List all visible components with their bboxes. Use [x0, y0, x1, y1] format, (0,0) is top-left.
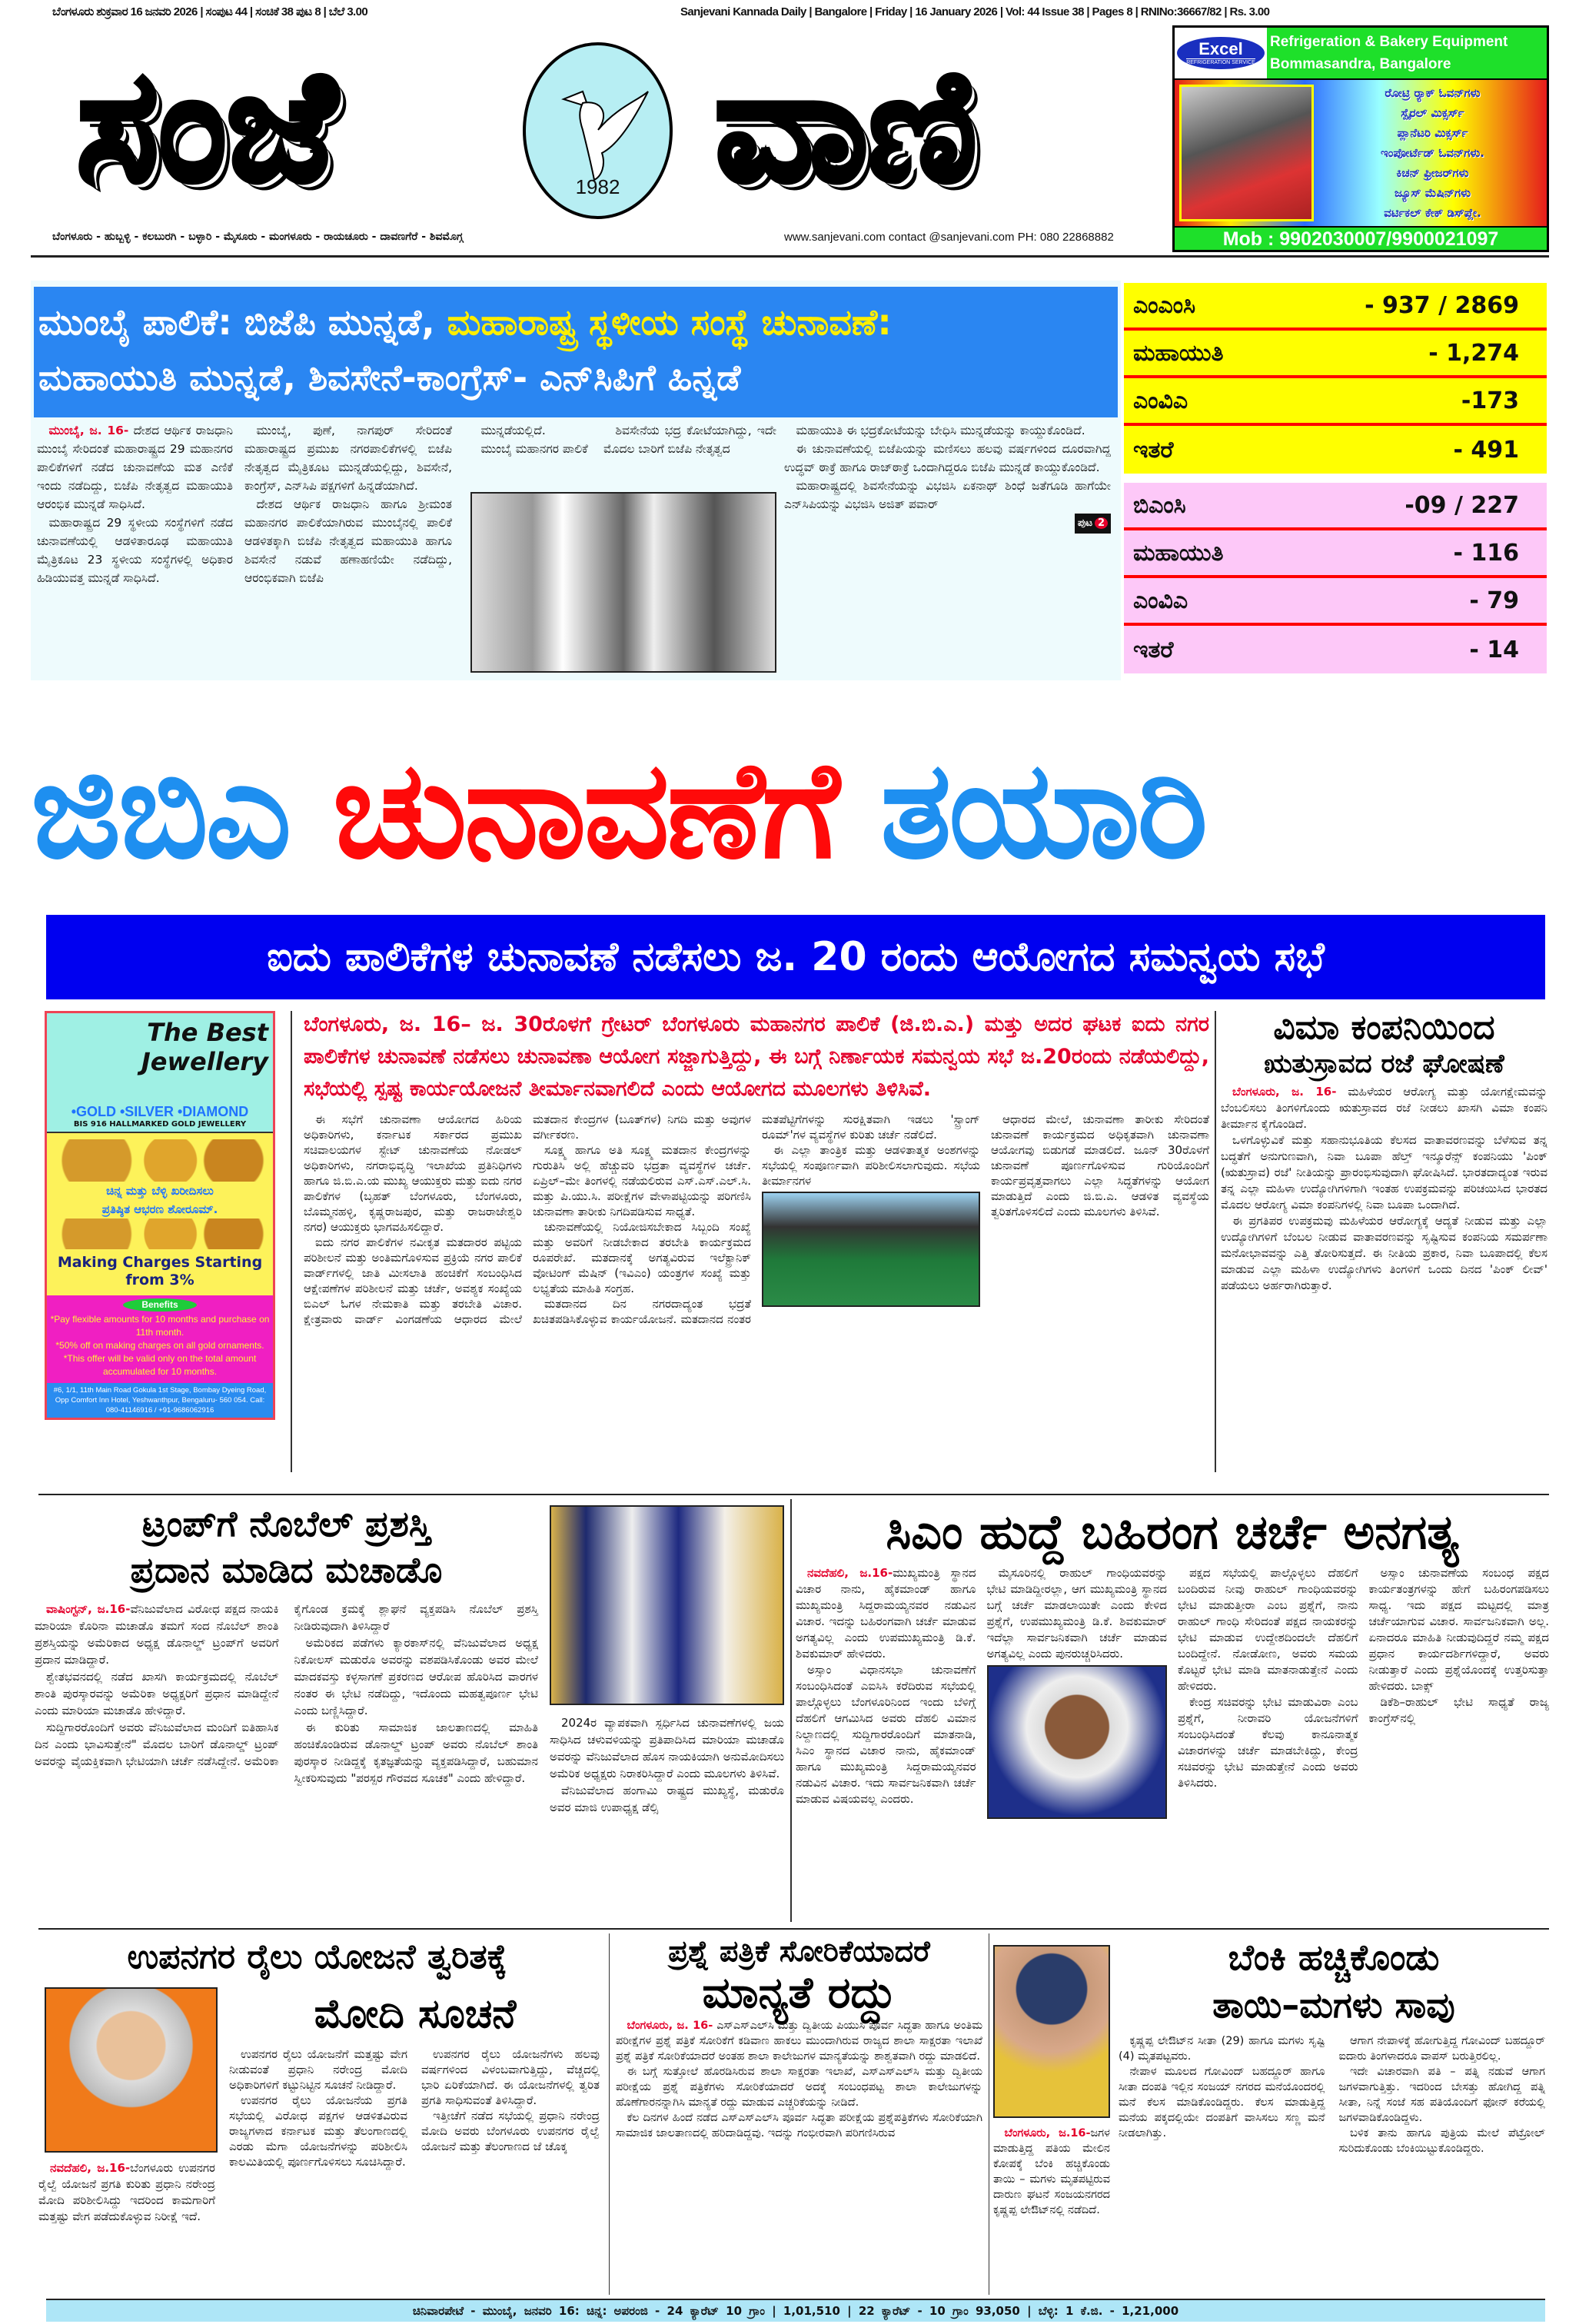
election-tally	[1124, 283, 1547, 673]
best-jewellery-ad[interactable]: The Best Jewellery •GOLD •SILVER •DIAMOND BIS 916 HALLMARKED GOLD JEWELLERY ಚಿನ್ನ ಮತ್ತು ಬೆಳ್ಳಿ ಖರೀದಿಸಲು ಪ್ರತಿಷ್ಠಿತ ಆಭರಣ ಶೋರೂಮ್. Making Charges Starting from 3% Benefits *Pay flexible amounts for 10 months and purchase on 11th month. *50% off on making charges on all gold ornaments. *This offer will be valid only on the total amount accumulated for 10 months. #6, 1/1, 11th Main Road Gokula 1st Stage, Bombay Dyeing Road, Opp Comfort Inn Hotel, Yeshwanthpur, Bengaluru- 560 054. Call: 080-41146916 / +91-9686062916	[45, 1011, 275, 1420]
editions-list: ಬೆಂಗಳೂರು - ಹುಬ್ಬಳ್ಳಿ - ಕಲಬುರಗಿ - ಬಳ್ಳಾರಿ - ಮೈಸೂರು - ಮಂಗಳೂರು - ರಾಯಚೂರು - ದಾವಣಗೆರೆ - ಶಿವಮೊಗ್ಗ	[52, 231, 464, 243]
bullion-rates-ticker: ಚಿನಿವಾರಪೇಟೆ - ಮುಂಬೈ, ಜನವರಿ 16: ಚಿನ್ನ: ಅಪರಂಜಿ - 24 ಕ್ಯಾರೆಟ್ 10 ಗ್ರಾಂ | 1,01,510 | 22 ಕ್ಯಾರೆಟ್ - 10 ಗ್ರಾಂ 93,050 | ಬೆಳ್ಳಿ: 1 ಕೆ.ಜಿ. - 1,21,000	[46, 2299, 1545, 2322]
top-story-col1: ಮುಂಬೈ, ಜ. 16- ದೇಶದ ಆರ್ಥಿಕ ರಾಜಧಾನಿ ಮುಂಬೈ ಸೇರಿದಂತೆ ಮಹಾರಾಷ್ಟ್ರದ 29 ಮಹಾನಗರ ಪಾಲಿಕೆಗಳಿಗೆ ನಡೆದ ಚುನಾವಣೆಯ ಮತ ಎಣಿಕೆ ಇಂದು ನಡೆದಿದ್ದು, ಬಿಜೆಪಿ ನೇತೃತ್ವದ ಮಹಾಯುತಿ ಆರಂಭಿಕ ಮುನ್ನಡೆ ಸಾಧಿಸಿದೆ. ಮಹಾರಾಷ್ಟ್ರದ 29 ಸ್ಥಳೀಯ ಸಂಸ್ಥೆಗಳಿಗೆ ನಡೆದ ಚುನಾವಣೆಯಲ್ಲಿ ಆಡಳಿತಾರೂಢ ಮಹಾಯುತಿ ಮೈತ್ರಿಕೂಟ 23 ಸ್ಥಳೀಯ ಸಂಸ್ಥೆಗಳಲ್ಲಿ ಅಧಿಕಾರ ಹಿಡಿಯುವತ್ತ ಮುನ್ನಡೆ ಸಾಧಿಸಿದೆ.	[37, 424, 233, 585]
main-headline[interactable]: ಜಿಬಿಎ ಚುನಾವಣೆಗೆ ತಯಾರಿ	[31, 733, 1205, 889]
menstrual-leave-story: ವಿಮಾ ಕಂಪನಿಯಿಂದ ಋತುಸ್ರಾವದ ರಜೆ ಘೋಷಣೆ ಬೆಂಗಳೂರು, ಜ. 16- ಮಹಿಳೆಯರ ಆರೋಗ್ಯ ಮತ್ತು ಯೋಗಕ್ಷೇಮವನ್ನು ಬೆಂಬಲಿಸಲು ತಿಂಗಳಿಗೊಂದು ಋತುಸ್ರಾವದ ರಜೆ ನೀಡಲು ಖಾಸಗಿ ವಿಮಾ ಕಂಪನಿ ತೀರ್ಮಾನ ಕೈಗೊಂಡಿದೆ. ಒಳಗೊಳ್ಳುವಿಕೆ ಮತ್ತು ಸಹಾನುಭೂತಿಯ ಕೆಲಸದ ವಾತಾವರಣವನ್ನು ಬೆಳೆಸುವ ತನ್ನ ಬದ್ಧತೆಗೆ ಅನುಗುಣವಾಗಿ, ನಿವಾ ಬೂಪಾ ಹೆಲ್ತ್ ಇನ್ಶೂರೆನ್ಸ್ ಕಂಪನಿಯು 'ಪಿಂಕ್ (ಋತುಸ್ರಾವ) ರಜೆ' ನೀತಿಯನ್ನು ಪ್ರಾರಂಭಿಸುವುದಾಗಿ ಘೋಷಿಸಿದೆ. ಭಾರತದಾದ್ಯಂತ ಇರುವ ತನ್ನ ಎಲ್ಲಾ ಮಹಿಳಾ ಉದ್ಯೋಗಿಗಳಿಗಾಗಿ ಇಂತಹ ಉಪಕ್ರಮವನ್ನು ಪರಿಚಯಿಸಿದ ಭಾರತದ ಮೊದಲ ಆರೋಗ್ಯ ವಿಮಾ ಕಂಪನಿಗಳಲ್ಲಿ ನಿವಾ ಬೂಪಾ ಒಂದಾಗಿದೆ. ಈ ಪ್ರಗತಿಪರ ಉಪಕ್ರಮವು ಮಹಿಳೆಯರ ಆರೋಗ್ಯಕ್ಕೆ ಆದ್ಯತೆ ನೀಡುವ ಮತ್ತು ಎಲ್ಲಾ ಉದ್ಯೋಗಿಗಳಿಗೆ ಬೆಂಬಲ ನೀಡುವ ವಾತಾವರಣವನ್ನು ಸೃಷ್ಟಿಸುವ ಕಂಪನಿಯ ಸಮರ್ಪಣಾ ಮನೋಭಾವವನ್ನು ಎತ್ತಿ ತೋರಿಸುತ್ತದೆ. ಈ ನೀತಿಯ ಪ್ರಕಾರ, ನಿವಾ ಬೂಪಾದಲ್ಲಿ ಕೆಲಸ ಮಾಡುವ ಎಲ್ಲಾ ಮಹಿಳಾ ಉದ್ಯೋಗಿಗಳು ತಿಂಗಳಿಗೆ ಒಂದು ದಿನದ 'ಪಿಂಕ್ ಲೀವ್' ಪಡೆಯಲು ಅರ್ಹರಾಗಿರುತ್ತಾರೆ.	[1221, 1008, 1547, 1292]
lead-body: ಈ ಸಭೆಗೆ ಚುನಾವಣಾ ಆಯೋಗದ ಹಿರಿಯ ಅಧಿಕಾರಿಗಳು, ಕರ್ನಾಟಕ ಸರ್ಕಾರದ ಪ್ರಮುಖ ಸಚಿವಾಲಯಗಳ ಸ್ಟೇಟ್ ಚುನಾವಣೆಯ ನೋಡಲ್ ಅಧಿಕಾರಿಗಳು, ನಗರಾಭಿವೃದ್ಧಿ ಇಲಾಖೆಯ ಪ್ರತಿನಿಧಿಗಳು ಹಾಗೂ ಜಿ.ಬಿ.ಎ.ಯ ಮುಖ್ಯ ಆಯುಕ್ತರು ಮತ್ತು ಐದು ನಗರ ಪಾಲಿಕೆಗಳ (ಬೃಹತ್ ಬೆಂಗಳೂರು, ಬೆಂಗಳೂರು, ಬೊಮ್ಮನಹಳ್ಳಿ, ಕೃಷ್ಣರಾಜಪುರ, ಮತ್ತು ರಾಜರಾಜೇಶ್ವರಿ ನಗರ) ಆಯುಕ್ತರು ಭಾಗವಹಿಸಲಿದ್ದಾರೆ. ಐದು ನಗರ ಪಾಲಿಕೆಗಳ ನವೀಕೃತ ಮತದಾರರ ಪಟ್ಟಿಯ ಪರಿಶೀಲನೆ ಮತ್ತು ಅಂತಿಮಗೊಳಿಸುವ ಪ್ರಕ್ರಿಯೆ ನಗರ ಪಾಲಿಕೆ ವಾರ್ಡ್‌ಗಳಲ್ಲಿ ಜಾತಿ ಮೀಸಲಾತಿ ಹಂಚಿಕೆಗೆ ಸಂಬಂಧಿಸಿದ ಆಕ್ಷೇಪಣೆಗಳ ಪರಿಶೀಲನೆ ಮತ್ತು ಚರ್ಚೆ, ಅವಶ್ಯಕ ಸಂಖ್ಯೆಯ ಬಿಎಲ್ ಓಗಳ ನೇಮಕಾತಿ ಮತ್ತು ತರಬೇತಿ ವಿಚಾರ. ಕ್ಷೇತ್ರವಾರು ವಾರ್ಡ್ ವಿಂಗಡಣೆಯ ಆಧಾರದ ಮೇಲೆ ಮತದಾನ ಕೇಂದ್ರಗಳ (ಬೂತ್‌ಗಳ) ನಿಗದಿ ಮತ್ತು ಅವುಗಳ ವರ್ಗೀಕರಣ. ಸೂಕ್ಷ್ಮ ಹಾಗೂ ಅತಿ ಸೂಕ್ಷ್ಮ ಮತದಾನ ಕೇಂದ್ರಗಳನ್ನು ಗುರುತಿಸಿ ಅಲ್ಲಿ ಹೆಚ್ಚುವರಿ ಭದ್ರತಾ ವ್ಯವಸ್ಥೆಗಳ ಚರ್ಚೆ. ಏಪ್ರಿಲ್–ಮೇ ತಿಂಗಳಲ್ಲಿ ನಡೆಯಲಿರುವ ಎಸ್.ಎಸ್.ಎಲ್.ಸಿ. ಮತ್ತು ಪಿ.ಯು.ಸಿ. ಪರೀಕ್ಷೆಗಳ ವೇಳಾಪಟ್ಟಿಯನ್ನು ಪರಿಗಣಿಸಿ ಚುನಾವಣಾ ತಾರೀಕು ನಿಗದಿಪಡಿಸುವ ಸಾಧ್ಯತೆ. ಚುನಾವಣೆಯಲ್ಲಿ ನಿಯೋಜಿಸಬೇಕಾದ ಸಿಬ್ಬಂದಿ ಸಂಖ್ಯೆ ಮತ್ತು ಅವರಿಗೆ ನೀಡಬೇಕಾದ ತರಬೇತಿ ಕಾರ್ಯಕ್ರಮದ ರೂಪರೇಖೆ. ಮತದಾನಕ್ಕೆ ಅಗತ್ಯವಿರುವ ಇಲೆಕ್ಟ್ರಾನಿಕ್ ವೋಟಿಂಗ್ ಮೆಷಿನ್ (ಇವಿಎಂ) ಯಂತ್ರಗಳ ಸಂಖ್ಯೆ ಮತ್ತು ಲಭ್ಯತೆಯ ಮಾಹಿತಿ ಸಂಗ್ರಹ. ಮತದಾನದ ದಿನ ನಗರದಾದ್ಯಂತ ಭದ್ರತೆ ಖಚಿತಪಡಿಸಿಕೊಳ್ಳುವ ಕಾರ್ಯಯೋಜನೆ. ಮತದಾನದ ನಂತರ ಮತಪೆಟ್ಟಿಗೆಗಳನ್ನು ಸುರಕ್ಷಿತವಾಗಿ ಇಡಲು 'ಸ್ಟ್ರಾಂಗ್ ರೂಮ್'ಗಳ ವ್ಯವಸ್ಥೆಗಳ ಕುರಿತು ಚರ್ಚೆ ನಡೆಲಿದೆ. ಈ ಎಲ್ಲಾ ತಾಂತ್ರಿಕ ಮತ್ತು ಆಡಳಿತಾತ್ಮಕ ಅಂಶಗಳನ್ನು ಸಭೆಯಲ್ಲಿ ಸಂಪೂರ್ಣವಾಗಿ ಪರಿಶೀಲಿಸಲಾಗುವುದು. ಸಭೆಯ ತೀರ್ಮಾನಗಳ ಆಧಾರದ ಮೇಲೆ, ಚುನಾವಣಾ ತಾರೀಕು ಸೇರಿದಂತೆ ಚುನಾವಣೆ ಕಾರ್ಯಕ್ರಮದ ಅಧಿಕೃತವಾಗಿ ಚುನಾವಣಾ ಆಯೋಗವು ಬಿಡುಗಡೆ ಮಾಡಲಿದೆ. ಜೂನ್ 30ರೊಳಗೆ ಚುನಾವಣೆ ಪೂರ್ಣಗೊಳಿಸುವ ಗುರಿಯೊಂದಿಗೆ ಕಾರ್ಯಪ್ರವೃತ್ತವಾಗಲು ಎಲ್ಲಾ ಸಿದ್ಧತೆಗಳನ್ನು ಆಯೋಗ ಮಾಡುತ್ತಿದೆ ಎಂದು ಜಿ.ಬಿ.ಎ. ಆಡಳಿತ ವ್ಯವಸ್ಥೆಯ ತ್ವರಿತಗೊಳಿಸಲಿದೆ ಎಂದು ಮೂಲಗಳು ತಿಳಿಸಿವೆ.	[304, 1112, 1209, 1326]
column-divider	[790, 1499, 792, 1922]
modi-photo	[45, 1987, 218, 2153]
main-subheadline: ಐದು ಪಾಲಿಕೆಗಳ ಚುನಾವಣೆ ನಡೆಸಲು ಜ. 20 ರಂದು ಆಯೋಗದ ಸಮನ್ವಯ ಸಭೆ	[46, 915, 1545, 999]
tally-row: ಇತರೆ - 491	[1124, 426, 1547, 474]
exam-leak-story: ಪ್ರಶ್ನೆ ಪತ್ರಿಕೆ ಸೋರಿಕೆಯಾದರೆ ಮಾನ್ಯತೆ ರದ್ದು ಬೆಂಗಳೂರು, ಜ. 16- ಎಸ್‌ಎಸ್‌ಎಲ್‌ಸಿ ಮತ್ತು ದ್ವಿತೀಯ ಪಿಯುಸಿ ಪೂರ್ವ ಸಿದ್ಧತಾ ಹಾಗೂ ಅಂತಿಮ ಪರೀಕ್ಷೆಗಳ ಪ್ರಶ್ನೆ ಪತ್ರಿಕೆ ಸೋರಿಕೆಗೆ ಕಡಿವಾಣ ಹಾಕಲು ಮುಂದಾಗಿರುವ ರಾಜ್ಯದ ಶಾಲಾ ಸಾಕ್ಷರತಾ ಇಲಾಖೆ ಪ್ರಶ್ನೆ ಪತ್ರಿಕೆ ಸೋರಿಕೆಯಾದರೆ ಅಂತಹ ಶಾಲಾ ಕಾಲೇಜುಗಳ ಮಾನ್ಯತೆಯನ್ನು ಶಾಶ್ವತವಾಗಿ ರದ್ದು ಮಾಡಲಿದೆ. ಈ ಬಗ್ಗೆ ಸುತ್ತೋಲೆ ಹೊರಡಿಸಿರುವ ಶಾಲಾ ಸಾಕ್ಷರತಾ ಇಲಾಖೆ, ಎಸ್‌ಎಸ್‌ಎಲ್‌ಸಿ ಮತ್ತು ದ್ವಿತೀಯ ಪರೀಕ್ಷೆಯ ಪ್ರಶ್ನೆ ಪತ್ರಿಕೆಗಳು ಸೋರಿಕೆಯಾದರೆ ಅದಕ್ಕೆ ಸಂಬಂಧಪಟ್ಟ ಶಾಲಾ ಕಾಲೇಜುಗಳನ್ನು ಹೊಣೆಗಾರನನ್ನಾಗಿಸಿ ಮಾನ್ಯತೆ ರದ್ದು ಮಾಡುವ ಎಚ್ಚರಿಕೆಯನ್ನು ನೀಡಿದೆ. ಕೆಲ ದಿನಗಳ ಹಿಂದೆ ನಡೆದ ಎಸ್‌ಎಸ್‌ಎಲ್‌ಸಿ ಪೂರ್ವ ಸಿದ್ಧತಾ ಪರೀಕ್ಷೆಯ ಪ್ರಶ್ನೆಪತ್ರಿಕೆಗಳು ಸೋರಿಕೆಯಾಗಿ ಸಾಮಾಜಿಕ ಜಾಲತಾಣದಲ್ಲಿ ಹರಿದಾಡಿದ್ದವು. ಇದನ್ನು ಗಂಭೀರವಾಗಿ ಪರಿಗಣಿಸಿರುವ	[609, 1933, 989, 2295]
fire-body: ಕೃಷ್ಣಪ್ಪ ಲೇಔಟ್‌ನ ಸೀತಾ (29) ಹಾಗೂ ಮಗಳು ಸೃಷ್ಟಿ (4) ಮೃತಪಟ್ಟವರು. ನೇಪಾಳ ಮೂಲದ ಗೋವಿಂದ್ ಬಹದ್ದೂರ್ ಹಾಗೂ ಸೀತಾ ದಂಪತಿ ಇಲ್ಲಿನ ಸಂಜಯ್ ನಗರದ ಮನೆಯೊಂದರಲ್ಲಿ ಮನೆ ಕೆಲಸ ಮಾಡಿಕೊಂಡಿದ್ದರು. ಕೆಲಸ ಮಾಡುತ್ತಿದ್ದ ಮನೆಯ ಪಕ್ಕದಲ್ಲಿಯೇ ದಂಪತಿಗೆ ವಾಸಿಸಲು ಸಣ್ಣ ಮನೆ ನೀಡಲಾಗಿತ್ತು. ಆಗಾಗ ನೇಪಾಳಕ್ಕೆ ಹೋಗುತ್ತಿದ್ದ ಗೋವಿಂದ್ ಬಹದ್ದೂರ್ ಐದಾರು ತಿಂಗಳಾದರೂ ವಾಪಸ್ ಬರುತ್ತಿರಲಿಲ್ಲ. ಇದೇ ವಿಚಾರವಾಗಿ ಪತಿ – ಪತ್ನಿ ನಡುವೆ ಆಗಾಗ ಜಗಳವಾಗುತ್ತಿತ್ತು. ಇದರಿಂದ ಬೇಸತ್ತು ಹೋಗಿದ್ದ ಪತ್ನಿ ಸೀತಾ, ನಿನ್ನೆ ಸಂಜೆ ಸಹ ಪತಿಯೊಂದಿಗೆ ಫೋನ್ ಕರೆಯಲ್ಲಿ ಜಗಳವಾಡಿಕೊಂಡಿದ್ದಳು. ಬಳಿಕ ತಾನು ಹಾಗೂ ಪುತ್ರಿಯ ಮೇಲೆ ಪೆಟ್ರೋಲ್ ಸುರಿದುಕೊಂಡು ಬೆಂಕಿಯಿಟ್ಟುಕೊಂಡಿದ್ದರು.	[1119, 2035, 1545, 2155]
column-divider	[291, 1011, 292, 1472]
logo-text-right: ವಾಣಿ	[715, 37, 977, 216]
column-divider	[1215, 1011, 1216, 1472]
maharashtra-leaders-photo	[470, 492, 776, 673]
top-story-col3b: ಶಿವಸೇನೆಯ ಭದ್ರ ಕೋಟೆಯಾಗಿದ್ದು, ಇದೇ ಮೊದಲ ಬಾರಿಗೆ ಬಿಜೆಪಿ ನೇತೃತ್ವದ	[603, 424, 776, 456]
contact-line: www.sanjevani.com contact @sanjevani.com PH: 080 22868882	[784, 231, 1114, 244]
ad-product-list: ರೋಟ್ರಿ ರ್‍ಯಾಕ್ ಓವನ್‌ಗಳು ಸ್ಪೈರಲ್ ಮಿಕ್ಸರ್ಸ್ ಪ್ಲಾನೆಟರಿ ಮಿಕ್ಸರ್ಸ್ ಇಂಪೋರ್ಟೆಡ್ ಓವನ್‌ಗಳು. ಕಿಚನ್ ಫ್ರೀಜರ್‌ಗಳು ಜ್ಯೂಸ್ ಮೆಷಿನ್‌ಗಳು ವರ್ಟಿಕಲ್ ಕೇಕ್ ಡಿಸ್‌ಪ್ಲೇ.	[1381, 86, 1484, 220]
dove-emblem-icon	[523, 42, 673, 219]
fire-victim-photo	[993, 1945, 1110, 2118]
continued-page-badge[interactable]: ಪುಟ 2	[1075, 514, 1111, 534]
rail-headline-2: ಮೋದಿ ಸೂಚನೆ	[314, 1991, 517, 2037]
tally-row: ಎಂವಿಎ -173	[1124, 378, 1547, 426]
tally-row: ಎಂಎಂಸಿ - 937 / 2869	[1124, 283, 1547, 331]
section-divider	[38, 1928, 1549, 1930]
logo-text-left: ಸಂಜೆ	[77, 37, 337, 216]
excel-refrigeration-ad[interactable]	[1172, 25, 1549, 252]
rail-body: ಉಪನಗರ ರೈಲು ಯೋಜನೆಗೆ ಮತ್ತಷ್ಟು ವೇಗ ನೀಡುವಂತೆ ಪ್ರಧಾನಿ ನರೇಂದ್ರ ಮೋದಿ ಅಧಿಕಾರಿಗಳಿಗೆ ಕಟ್ಟುನಿಟ್ಟಿನ ಸೂಚನೆ ನೀಡಿದ್ದಾರೆ. ಉಪನಗರ ರೈಲು ಯೋಜನೆಯ ಪ್ರಗತಿ ಸಭೆಯಲ್ಲಿ ವಿರೋಧ ಪಕ್ಷಗಳ ಆಡಳಿತವಿರುವ ರಾಜ್ಯಗಳಾದ ಕರ್ನಾಟಕ ಮತ್ತು ತೆಲಂಗಾಣದಲ್ಲಿ ಎರಡು ಮೆಗಾ ಯೋಜನೆಗಳನ್ನು ಪರಿಶೀಲಿಸಿ ಕಾಲಮಿತಿಯಲ್ಲಿ ಪೂರ್ಣಗೊಳಿಸಲು ಸೂಚಿಸಿದ್ದಾರೆ. ಉಪನಗರ ರೈಲು ಯೋಜನೆಗಳು ಹಲವು ವರ್ಷಗಳಿಂದ ವಿಳಂಬವಾಗುತ್ತಿದ್ದು, ವೆಚ್ಚದಲ್ಲಿ ಭಾರಿ ಏರಿಕೆಯಾಗಿದೆ. ಈ ಯೋಜನೆಗಳಲ್ಲಿ ತ್ವರಿತ ಪ್ರಗತಿ ಸಾಧಿಸುವಂತೆ ತಿಳಿಸಿದ್ದಾರೆ. ಇತ್ತೀಚೆಗೆ ನಡೆದ ಸಭೆಯಲ್ಲಿ ಪ್ರಧಾನಿ ನರೇಂದ್ರ ಮೋದಿ ಅವರು ಬೆಂಗಳೂರು ಉಪನಗರ ರೈಲ್ವೆ ಯೋಜನೆ ಮತ್ತು ತೆಲಂಗಾಣದ ಜೆ ಚೊಕ್ಕ	[229, 2047, 600, 2169]
jewellery-image	[55, 1139, 265, 1182]
tally-row: ಮಹಾಯುತಿ - 1,274	[1124, 331, 1547, 378]
top-story-headline[interactable]: ಮುಂಬೈ ಪಾಲಿಕೆ: ಬಿಜೆಪಿ ಮುನ್ನಡೆ, ಮಹಾರಾಷ್ಟ್ರ ಸ್ಥಳೀಯ ಸಂಸ್ಥೆ ಚುನಾವಣೆ: ಮಹಾಯುತಿ ಮುನ್ನಡೆ, ಶಿವಸೇನೆ-ಕಾಂಗ್ರೆಸ್- ಎನ್‌ಸಿಪಿಗೆ ಹಿನ್ನಡೆ	[34, 287, 1118, 417]
tally-row: ಮಹಾಯುತಿ - 116	[1124, 530, 1547, 578]
juice-machine-image	[1179, 85, 1314, 221]
excel-brand-sub: REFRIGERATION SERVICE	[1186, 60, 1255, 65]
founded-year: 1982	[575, 175, 620, 198]
tally-row: ಇತರೆ - 14	[1124, 626, 1547, 673]
section-divider	[38, 1494, 1549, 1495]
lead-story	[304, 1009, 1209, 1327]
top-story-col3a: ಮುನ್ನಡೆಯಲ್ಲಿದೆ. ಮುಂಬೈ ಮಹಾನಗರ ಪಾಲಿಕೆ	[480, 424, 588, 456]
trump-nobel-story: ಟ್ರಂಪ್‌ಗೆ ನೊಬೆಲ್ ಪ್ರಶಸ್ತಿ ಪ್ರದಾನ ಮಾಡಿದ ಮಚಾಡೊ ವಾಷಿಂಗ್ಟನ್, ಜ.16-ವೆನಿಜುವೆಲಾದ ವಿರೋಧ ಪಕ್ಷದ ನಾಯಕಿ ಮಾರಿಯಾ ಕೊರಿನಾ ಮಚಾಡೊ ತಮಗೆ ಸಂದ ನೊಬೆಲ್ ಶಾಂತಿ ಪ್ರಶಸ್ತಿಯನ್ನು ಅಮೆರಿಕಾದ ಅಧ್ಯಕ್ಷ ಡೊನಾಲ್ಡ್ ಟ್ರಂಪ್‌ಗೆ ಅವರಿಗೆ ಪ್ರದಾನ ಮಾಡಿದ್ದಾರೆ. ಶ್ವೇತಭವನದಲ್ಲಿ ನಡೆದ ಖಾಸಗಿ ಕಾರ್ಯಕ್ರಮದಲ್ಲಿ ನೊಬೆಲ್ ಶಾಂತಿ ಪುರಸ್ಕಾರವನ್ನು ಅಮೆರಿಕಾ ಅಧ್ಯಕ್ಷರಿಗೆ ಪ್ರಧಾನ ಮಾಡಿದ್ದೇನೆ ಎಂದು ಮಾರಿಯಾ ಮಚಾಡೊ ಹೇಳಿದ್ದಾರೆ. ಸುದ್ದಿಗಾರರೊಂದಿಗೆ ಅವರು ವೆನಿಜುವೆಲಾದ ಮಂದಿಗೆ ಐತಿಹಾಸಿಕ ದಿನ ಎಂದು ಭಾವಿಸುತ್ತೇನೆ" ಮೊದಲ ಬಾರಿಗೆ ಡೊನಾಲ್ಡ್ ಟ್ರಂಪ್ ಅವರನ್ನು ವೈಯಕ್ತಿಕವಾಗಿ ಭೇಟಿಯಾಗಿ ಚರ್ಚೆ ನಡೆಸಿದ್ದೇನೆ. ಅಮೆರಿಕಾ ಕೈಗೊಂಡ ಕ್ರಮಕ್ಕೆ ಶ್ಲಾಘನೆ ವ್ಯಕ್ತಪಡಿಸಿ ನೊಬೆಲ್ ಪ್ರಶಸ್ತಿ ನೀಡಿರುವುದಾಗಿ ತಿಳಿಸಿದ್ದಾರೆ ಅಮೆರಿಕದ ಪಡೆಗಳು ಕ್ಯಾರಕಾಸ್‌ನಲ್ಲಿ ವೆನಿಜುವೆಲಾದ ಅಧ್ಯಕ್ಷ ನಿಕೋಲಸ್ ಮಡುರೊ ಅವರನ್ನು ವಶಪಡಿಸಿಕೊಂಡು ಅವರ ಮೇಲೆ ಮಾದಕವಸ್ತು ಕಳ್ಳಸಾಗಣೆ ಪ್ರಕರಣದ ಆರೋಪ ಹೊರಿಸಿದ ವಾರಗಳ ನಂತರ ಈ ಭೇಟಿ ನಡೆದಿದ್ದು, ಇದೊಂದು ಮಹತ್ವಪೂರ್ಣ ಭೇಟಿ ಎಂದು ಬಣ್ಣಿಸಿದ್ದಾರೆ. ಈ ಕುರಿತು ಸಾಮಾಜಿಕ ಜಾಲತಾಣದಲ್ಲಿ ಮಾಹಿತಿ ಹಂಚಿಕೊಂಡಿರುವ ಡೊನಾಲ್ಡ್ ಟ್ರಂಪ್ ಅವರು ನೊಬೆಲ್ ಶಾಂತಿ ಪುರಸ್ಕಾರ ನೀಡಿದ್ದಕ್ಕೆ ಕೃತಜ್ಞತೆಯನ್ನು ವ್ಯಕ್ತಪಡಿಸಿದ್ದಾರೆ, ಬಹುಮಾನ ಸ್ವೀಕರಿಸುವುದು "ಪರಸ್ಪರ ಗೌರವದ ಸೂಚಕ" ಎಂದು ಹೇಳಿದ್ದಾರೆ.	[35, 1503, 538, 1785]
top-story-col4: ಮಹಾಯುತಿ ಈ ಭದ್ರಕೋಟೆಯನ್ನು ಬೇಧಿಸಿ ಮುನ್ನಡೆಯನ್ನು ಕಾಯ್ದುಕೊಂಡಿದೆ. ಈ ಚುನಾವಣೆಯಲ್ಲಿ ಬಿಜೆಪಿಯನ್ನು ಮಣಿಸಲು ಹಲವು ವರ್ಷಗಳಿಂದ ದೂರವಾಗಿದ್ದ ಉದ್ಧವ್ ಠಾಕ್ರೆ ಹಾಗೂ ರಾಜ್‌ಠಾಕ್ರೆ ಒಂದಾಗಿದ್ದರೂ ಬಿಜೆಪಿ ಮುನ್ನಡೆ ಕಾಯ್ದುಕೊಂಡಿದೆ. ಮಹಾರಾಷ್ಟ್ರದಲ್ಲಿ ಶಿವಸೇನೆಯನ್ನು ವಿಭಜಿಸಿ ಏಕನಾಥ್ ಶಿಂಧೆ ಜತೆಗೂಡಿ ಹಾಗೆಯೇ ಎನ್‌ಸಿಪಿಯನ್ನು ವಿಭಜಿಸಿ ಅಜಿತ್ ಪವಾರ್ ಪುಟ 2	[784, 421, 1111, 534]
english-dateline: Sanjevani Kannada Daily | Bangalore | Friday | 16 January 2026 | Vol: 44 Issue 38 | Pages 8 | RNINo:36667/82 | Rs. 3.00	[680, 5, 1270, 18]
excel-logo	[1175, 28, 1267, 78]
cm-post-story: ಸಿಎಂ ಹುದ್ದೆ ಬಹಿರಂಗ ಚರ್ಚೆ ಅನಗತ್ಯ ನವದೆಹಲಿ, ಜ.16-ಮುಖ್ಯಮಂತ್ರಿ ಸ್ಥಾನದ ವಿಚಾರ ನಾನು, ಹೈಕಮಾಂಡ್ ಹಾಗೂ ಮುಖ್ಯಮಂತ್ರಿ ಸಿದ್ದರಾಮಯ್ಯನವರ ನಡುವಿನ ವಿಚಾರ. ಇದನ್ನು ಬಹಿರಂಗವಾಗಿ ಚರ್ಚೆ ಮಾಡುವ ಅಗತ್ಯವಿಲ್ಲ ಎಂದು ಉಪಮುಖ್ಯಮಂತ್ರಿ ಡಿ.ಕೆ. ಶಿವಕುಮಾರ್ ಹೇಳಿದರು. ಅಸ್ಸಾಂ ವಿಧಾನಸಭಾ ಚುನಾವಣೆಗೆ ಸಂಬಂಧಿಸಿದಂತೆ ಎಐಸಿಸಿ ಕರೆದಿರುವ ಸಭೆಯಲ್ಲಿ ಪಾಲ್ಗೊಳ್ಳಲು ಬೆಂಗಳೂರಿನಿಂದ ಇಂದು ಬೆಳಿಗ್ಗೆ ದೆಹಲಿಗೆ ಆಗಮಿಸಿದ ಅವರು ದೆಹಲಿ ವಿಮಾನ ನಿಲ್ದಾಣದಲ್ಲಿ ಸುದ್ದಿಗಾರರೊಂದಿಗೆ ಮಾತನಾಡಿ, ಸಿಎಂ ಸ್ಥಾನದ ವಿಚಾರ ನಾನು, ಹೈಕಮಾಂಡ್ ಹಾಗೂ ಮುಖ್ಯಮಂತ್ರಿ ಸಿದ್ದರಾಮಯ್ಯನವರ ನಡುವಿನ ವಿಚಾರ. ಇದು ಸಾರ್ವಜನಿಕವಾಗಿ ಚರ್ಚೆ ಮಾಡುವ ವಿಷಯವಲ್ಲ ಎಂದರು. ಮೈಸೂರಿನಲ್ಲಿ ರಾಹುಲ್ ಗಾಂಧಿಯವರನ್ನು ಭೇಟಿ ಮಾಡಿದ್ದೀರಲ್ಲಾ, ಆಗ ಮುಖ್ಯಮಂತ್ರಿ ಸ್ಥಾನದ ಬಗ್ಗೆ ಚರ್ಚೆ ಮಾಡಲಾಯಿತೇ ಎಂದು ಕೇಳಿದ ಪ್ರಶ್ನೆಗೆ, ಉಪಮುಖ್ಯಮಂತ್ರಿ ಡಿ.ಕೆ. ಶಿವಕುಮಾರ್ ಇದೆಲ್ಲಾ ಸಾರ್ವಜನಿಕವಾಗಿ ಚರ್ಚೆ ಮಾಡುವ ಅಗತ್ಯವಿಲ್ಲ ಎಂದು ಪುನರುಚ್ಚರಿಸಿದರು. ಪಕ್ಷದ ಸಭೆಯಲ್ಲಿ ಪಾಲ್ಗೊಳ್ಳಲು ದೆಹಲಿಗೆ ಬಂದಿರುವ ನೀವು ರಾಹುಲ್ ಗಾಂಧಿಯವರನ್ನು ಭೇಟಿ ಮಾಡುತ್ತೀರಾ ಎಂಬ ಪ್ರಶ್ನೆಗೆ, ನಾನು ರಾಹುಲ್ ಗಾಂಧಿ ಸೇರಿದಂತೆ ಪಕ್ಷದ ನಾಯಕರನ್ನು ಭೇಟಿ ಮಾಡುವ ಉದ್ದೇಶದಿಂದಲೇ ದೆಹಲಿಗೆ ಬಂದಿದ್ದೇನೆ. ನೋಡೋಣ, ಅವರು ಸಮಯ ಕೊಟ್ಟರೆ ಭೇಟಿ ಮಾಡಿ ಮಾತನಾಡುತ್ತೇನೆ ಎಂದು ಹೇಳಿದರು. ಕೇಂದ್ರ ಸಚಿವರನ್ನು ಭೇಟಿ ಮಾಡುವಿರಾ ಎಂಬ ಪ್ರಶ್ನೆಗೆ, ನೀರಾವರಿ ಯೋಜನೆಗಳಿಗೆ ಸಂಬಂಧಿಸಿದಂತೆ ಕೆಲವು ಕಾನೂನಾತ್ಮಕ ವಿಚಾರಗಳನ್ನು ಚರ್ಚೆ ಮಾಡಬೇಕಿದ್ದು, ಕೇಂದ್ರ ಸಚಿವರನ್ನು ಭೇಟಿ ಮಾಡುತ್ತೇನೆ ಎಂದು ಅವರು ತಿಳಿಸಿದರು. ಅಸ್ಸಾಂ ಚುನಾವಣೆಯ ಸಂಬಂಧ ಪಕ್ಷದ ಕಾರ್ಯತಂತ್ರಗಳನ್ನು ಹೇಗೆ ಬಹಿರಂಗಪಡಿಸಲು ಸಾಧ್ಯ. ಇದು ಪಕ್ಷದ ಮಟ್ಟದಲ್ಲಿ ಮಾತ್ರ ಚರ್ಚೆಯಾಗುವ ವಿಚಾರ. ಸಾರ್ವಜನಿಕವಾಗಿ ಅಲ್ಲ. ಏನಾದರೂ ಮಾಹಿತಿ ನೀಡುವುದಿದ್ದರೆ ನಮ್ಮ ಪಕ್ಷದ ಪ್ರಧಾನ ಕಾರ್ಯದರ್ಶಿಗಳಿದ್ದಾರೆ, ಅವರು ನೀಡುತ್ತಾರೆ ಎಂದು ಪ್ರಶ್ನೆಯೊಂದಕ್ಕೆ ಉತ್ತರಿಸುತ್ತಾ ಹೇಳಿದರು. ಬಾಕ್ಸ್ ಡಿಕೆಶಿ–ರಾಹುಲ್ ಭೇಟಿ ಸಾಧ್ಯತೆ ರಾಜ್ಯ ಕಾಂಗ್ರೆಸ್‌ನಲ್ಲಿ	[796, 1499, 1549, 1819]
jewellery-brand: The Best Jewellery	[47, 1013, 273, 1104]
ad-mobile: Mob : 9902030007/9900021097	[1175, 226, 1547, 250]
lead-intro: ಬೆಂಗಳೂರು, ಜ. 16– ಜ. 30ರೊಳಗೆ ಗ್ರೇಟರ್ ಬೆಂಗಳೂರು ಮಹಾನಗರ ಪಾಲಿಕೆ (ಜಿ.ಬಿ.ಎ.) ಮತ್ತು ಅದರ ಘಟಕ ಐದು ನಗರ ಪಾಲಿಕೆಗಳ ಚುನಾವಣೆ ನಡೆಸಲು ಚುನಾವಣಾ ಆಯೋಗ ಸಜ್ಜಾಗುತ್ತಿದ್ದು, ಈ ಬಗ್ಗೆ ನಿರ್ಣಾಯಕ ಸಮನ್ವಯ ಸಭೆ ಜ.20ರಂದು ನಡೆಯಲಿದ್ದು, ಸಭೆಯಲ್ಲಿ ಸ್ಪಷ್ಟ ಕಾರ್ಯಯೋಜನೆ ತೀರ್ಮಾನವಾಗಲಿದೆ ಎಂದು ಆಯೋಗದ ಮೂಲಗಳು ತಿಳಿಸಿವೆ.	[304, 1012, 1209, 1101]
jewellery-image	[55, 1219, 265, 1249]
top-story-col2: ಮುಂಬೈ, ಪುಣೆ, ನಾಗಪುರ್ ಸೇರಿದಂತೆ ಮಹಾರಾಷ್ಟ್ರದ ಪ್ರಮುಖ ನಗರಪಾಲಿಕೆಗಳಲ್ಲಿ ಬಿಜೆಪಿ ನೇತೃತ್ವದ ಮೈತ್ರಿಕೂಟ ಮುನ್ನಡೆಯಲ್ಲಿದ್ದು, ಶಿವಸೇನೆ, ಕಾಂಗ್ರೆಸ್, ಎನ್‌ಸಿಪಿ ಪಕ್ಷಗಳಿಗೆ ಹಿನ್ನಡೆಯಾಗಿದೆ. ದೇಶದ ಆರ್ಥಿಕ ರಾಜಧಾನಿ ಹಾಗೂ ಶ್ರೀಮಂತ ಮಹಾನಗರ ಪಾಲಿಕೆಯಾಗಿರುವ ಮುಂಬೈನಲ್ಲಿ ಪಾಲಿಕೆ ಆಡಳಿತಕ್ಕಾಗಿ ಬಿಜೆಪಿ ನೇತೃತ್ವದ ಮಹಾಯುತಿ ಹಾಗೂ ಶಿವಸೇನೆ ನಡುವೆ ಹಣಾಹಣಿಯೇ ನಡೆದಿದ್ದು, ಆರಂಭಿಕವಾಗಿ ಬಿಜೆಪಿ	[244, 424, 452, 585]
excel-brand: Excel	[1198, 39, 1243, 58]
dk-shivakumar-photo	[987, 1665, 1168, 1819]
trump-machado-photo	[550, 1505, 784, 1705]
jewellery-address: #6, 1/1, 11th Main Road Gokula 1st Stage, Bombay Dyeing Road, Opp Comfort Inn Hotel, Yeshwanthpur, Bengaluru- 560 054. Call: 080-41146916 / +91-9686062916	[47, 1383, 273, 1418]
masthead-logo	[46, 31, 1138, 223]
kannada-dateline: ಬೆಂಗಳೂರು ಶುಕ್ರವಾರ 16 ಜನವರಿ 2026 | ಸಂಪುಟ 44 | ಸಂಚಿಕೆ 38 ಪುಟ 8 | ಬೆಲೆ 3.00	[52, 5, 368, 18]
ad-location: Bommasandra, Bangalore	[1270, 56, 1451, 72]
ad-title: Refrigeration & Bakery Equipment	[1270, 34, 1508, 50]
tally-row: ಎಂವಿಎ - 79	[1124, 578, 1547, 626]
vidhana-soudha-photo	[762, 1192, 980, 1307]
trump-caption-body: 2024ರ ವ್ಯಾಪಕವಾಗಿ ಸ್ಪರ್ಧಿಸಿದ ಚುನಾವಣೆಗಳಲ್ಲಿ ಜಯ ಸಾಧಿಸಿದ ಚಳುವಳಿಯನ್ನು ಪ್ರತಿಪಾದಿಸಿದ ಮಾರಿಯಾ ಮಚಾಡೊ ಅವರನ್ನು ವೆನಿಜುವೆಲಾದ ಹೊಸ ನಾಯಕಿಯಾಗಿ ಅನುಮೋದಿಸಲು ಅಮೆರಿಕ ಅಧ್ಯಕ್ಷರು ನಿರಾಕರಿಸಿದ್ದಾರೆ ಎಂದು ಮೂಲಗಳು ತಿಳಿಸಿವೆ. ವೆನಿಜುವೆಲಾದ ಹಂಗಾಮಿ ರಾಷ್ಟ್ರದ ಮುಖ್ಯಸ್ಥೆ, ಮಡುರೊ ಅವರ ಮಾಜಿ ಉಪಾಧ್ಯಕ್ಷ ಡೆಲ್ಸಿ	[550, 1716, 784, 1814]
tally-row: ಬಿಎಂಸಿ -09 / 227	[1124, 483, 1547, 530]
masthead-divider	[31, 255, 1549, 258]
fire-col1: ಬೆಂಗಳೂರು, ಜ.16-ಜಗಳ ಮಾಡುತ್ತಿದ್ದ ಪತಿಯ ಮೇಲಿನ ಕೋಪಕ್ಕೆ ಬೆಂಕಿ ಹಚ್ಚಿಕೊಂಡು ತಾಯಿ – ಮಗಳು ಮೃತಪಟ್ಟಿರುವ ದಾರುಣ ಘಟನೆ ಸಂಜಯನಗರದ ಕೃಷ್ಣಪ್ಪ ಲೇಔಟ್‌ನಲ್ಲಿ ನಡೆದಿದೆ.	[993, 2127, 1110, 2216]
rail-col1: ನವದೆಹಲಿ, ಜ.16-ಬೆಂಗಳೂರು ಉಪನಗರ ರೈಲ್ವೆ ಯೋಜನೆ ಪ್ರಗತಿ ಕುರಿತು ಪ್ರಧಾನಿ ನರೇಂದ್ರ ಮೋದಿ ಪರಿಶೀಲಿಸಿದ್ದು ಇದರಿಂದ ಕಾಮಗಾರಿಗೆ ಮತ್ತಷ್ಟು ವೇಗ ಪಡೆದುಕೊಳ್ಳುವ ನಿರೀಕ್ಷೆ ಇದೆ.	[38, 2161, 215, 2223]
fire-story: ಬೆಂಕಿ ಹಚ್ಚಿಕೊಂಡು ತಾಯಿ–ಮಗಳು ಸಾವು	[1212, 1937, 1455, 2026]
suburban-rail-story: ಉಪನಗರ ರೈಲು ಯೋಜನೆ ತ್ವರಿತಕ್ಕೆ	[127, 1937, 507, 1977]
